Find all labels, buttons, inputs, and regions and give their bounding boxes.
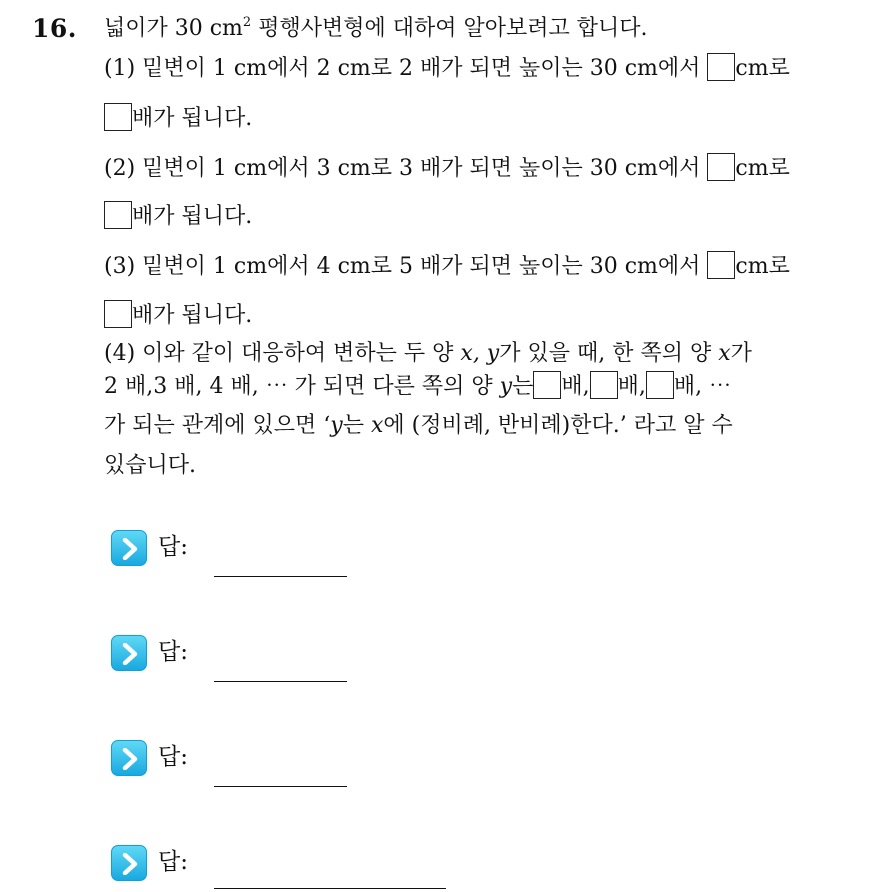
answer-line-4[interactable] bbox=[214, 888, 446, 889]
part-4-line3-c: 에 (정비례, 반비례)한다.’ 라고 알 수 bbox=[383, 413, 733, 438]
part-3-text: (3) 밑변이 1 cm에서 4 cm로 5 배가 되면 높이는 30 cm에서 bbox=[104, 254, 701, 279]
blank-box[interactable] bbox=[707, 53, 735, 81]
chevron-right-icon bbox=[111, 845, 147, 881]
part-4-line2-e: 배, ⋯ bbox=[673, 374, 732, 399]
chevron-right-icon bbox=[111, 740, 147, 776]
blank-box[interactable] bbox=[646, 371, 674, 399]
variable-y: y bbox=[330, 413, 343, 438]
part-4-text-a: (4) 이와 같이 대응하여 변하는 두 양 bbox=[104, 341, 461, 366]
part-3-line-1 bbox=[104, 251, 790, 282]
part-4-line2-d: 배, bbox=[617, 374, 646, 399]
blank-box[interactable] bbox=[104, 103, 132, 131]
answer-label: 답: bbox=[158, 849, 188, 875]
part-1-line-1 bbox=[104, 53, 790, 84]
blank-box[interactable] bbox=[104, 201, 132, 229]
part-4-text-b: 가 있을 때, 한 쪽의 양 bbox=[499, 341, 719, 366]
part-4-line3-b: 는 bbox=[342, 413, 371, 438]
answer-label: 답: bbox=[158, 744, 188, 770]
part-1-line-2 bbox=[104, 103, 252, 134]
answer-label: 답: bbox=[158, 639, 188, 665]
part-4-line-2 bbox=[104, 371, 731, 402]
part-4-line2-b: 는 bbox=[512, 374, 534, 399]
problem-number: 16. bbox=[32, 14, 77, 43]
part-3-end: 배가 됩니다. bbox=[132, 303, 253, 328]
variable-x: x bbox=[370, 413, 384, 438]
part-4-line4: 있습니다. bbox=[104, 453, 197, 478]
blank-box[interactable] bbox=[707, 153, 735, 181]
part-1-unit: cm로 bbox=[735, 56, 790, 81]
answer-line-2[interactable] bbox=[214, 681, 347, 682]
intro-superscript: 2 bbox=[242, 15, 252, 30]
blank-box[interactable] bbox=[533, 371, 561, 399]
chevron-right-icon bbox=[111, 530, 147, 566]
part-3-line-2 bbox=[104, 300, 252, 331]
part-4-line3-a: 가 되는 관계에 있으면 ‘ bbox=[104, 413, 331, 438]
part-4-text-c: 가 bbox=[730, 341, 752, 366]
chevron-right-icon bbox=[111, 635, 147, 671]
problem-intro bbox=[104, 14, 647, 47]
intro-text-2: 평행사변형에 대하여 알아보려고 합니다. bbox=[251, 16, 648, 41]
part-2-end: 배가 됩니다. bbox=[132, 204, 253, 229]
blank-box[interactable] bbox=[104, 300, 132, 328]
part-4-line2-a: 2 배,3 배, 4 배, ⋯ 가 되면 다른 쪽의 양 bbox=[104, 374, 500, 399]
part-4-line2-c: 배, bbox=[561, 374, 590, 399]
part-4-line-1 bbox=[104, 339, 752, 369]
part-1-end: 배가 됩니다. bbox=[132, 106, 253, 131]
part-4-line-4 bbox=[104, 451, 196, 481]
part-2-unit: cm로 bbox=[735, 156, 790, 181]
answer-label: 답: bbox=[158, 534, 188, 560]
answer-line-1[interactable] bbox=[214, 576, 347, 577]
part-4-line-3 bbox=[104, 411, 733, 441]
intro-text-1: 넓이가 30 cm bbox=[104, 16, 243, 41]
part-1-text: (1) 밑변이 1 cm에서 2 cm로 2 배가 되면 높이는 30 cm에서 bbox=[104, 56, 701, 81]
blank-box[interactable] bbox=[590, 371, 618, 399]
variable-y: y bbox=[499, 374, 513, 399]
answer-line-3[interactable] bbox=[214, 786, 347, 787]
variable-x: x bbox=[718, 341, 731, 366]
part-3-unit: cm로 bbox=[735, 254, 790, 279]
part-2-text: (2) 밑변이 1 cm에서 3 cm로 3 배가 되면 높이는 30 cm에서 bbox=[104, 156, 701, 181]
variable-xy: x, y bbox=[460, 341, 500, 366]
part-2-line-2 bbox=[104, 201, 252, 232]
part-2-line-1 bbox=[104, 153, 790, 184]
blank-box[interactable] bbox=[707, 251, 735, 279]
